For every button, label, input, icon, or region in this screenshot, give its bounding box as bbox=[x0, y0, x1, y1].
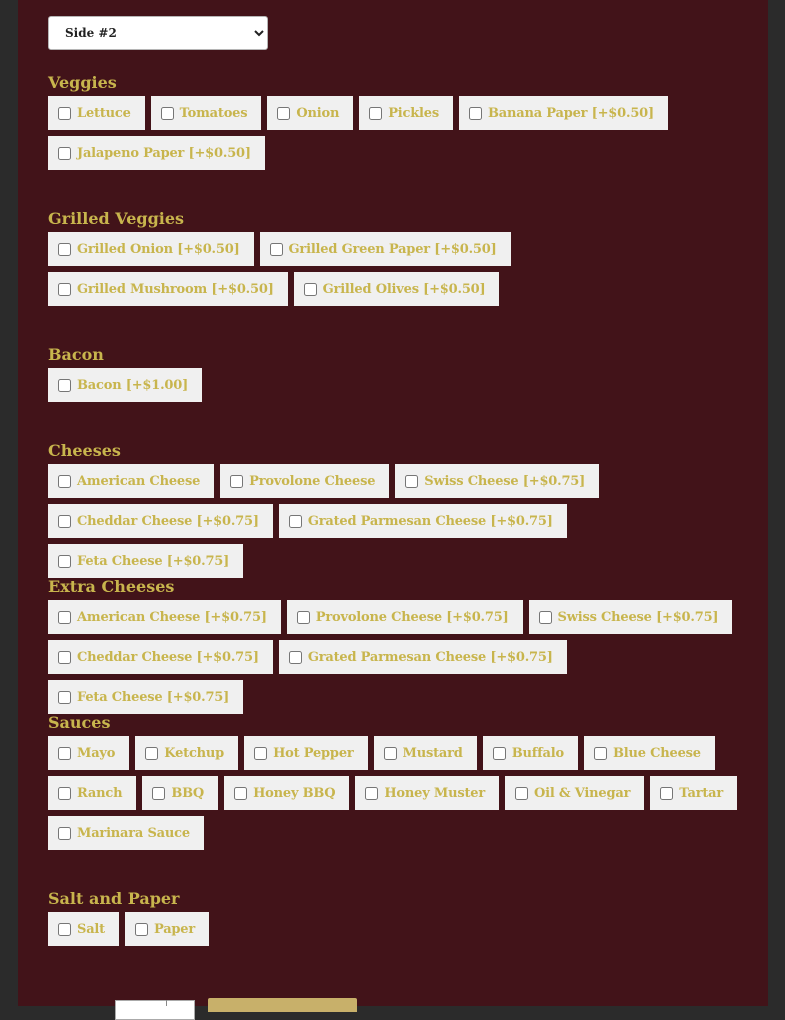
option-hot-pepper[interactable] bbox=[244, 736, 367, 770]
option-checkbox[interactable] bbox=[230, 475, 243, 488]
option-label: Feta Cheese [+$0.75] bbox=[77, 689, 230, 705]
option-label: Swiss Cheese [+$0.75] bbox=[424, 473, 586, 489]
option-buffalo[interactable] bbox=[483, 736, 578, 770]
option-list bbox=[48, 736, 748, 850]
section-title: Cheeses bbox=[48, 441, 121, 460]
section-title: Extra Cheeses bbox=[48, 577, 175, 596]
option-label: Cheddar Cheese [+$0.75] bbox=[77, 649, 259, 665]
option-list bbox=[48, 232, 748, 306]
option-list bbox=[48, 464, 748, 578]
option-checkbox[interactable] bbox=[58, 515, 71, 528]
option-checkbox[interactable] bbox=[365, 787, 378, 800]
option-checkbox[interactable] bbox=[58, 107, 71, 120]
option-feta-cheese-0-75[interactable] bbox=[48, 544, 243, 578]
option-label: Provolone Cheese bbox=[249, 473, 376, 489]
option-checkbox[interactable] bbox=[58, 243, 71, 256]
option-checkbox[interactable] bbox=[277, 107, 290, 120]
option-mayo[interactable] bbox=[48, 736, 129, 770]
option-honey-muster[interactable] bbox=[355, 776, 499, 810]
option-label: Grilled Mushroom [+$0.50] bbox=[77, 281, 274, 297]
option-provolone-cheese-0-75[interactable] bbox=[287, 600, 523, 634]
option-label: BBQ bbox=[171, 785, 205, 801]
option-checkbox[interactable] bbox=[254, 747, 267, 760]
option-label: Onion bbox=[296, 105, 340, 121]
option-mustard[interactable] bbox=[374, 736, 477, 770]
option-checkbox[interactable] bbox=[135, 923, 148, 936]
option-label: Mayo bbox=[77, 745, 116, 761]
option-onion[interactable] bbox=[267, 96, 353, 130]
section-title: Salt and Paper bbox=[48, 889, 180, 908]
option-american-cheese-0-75[interactable] bbox=[48, 600, 281, 634]
option-checkbox[interactable] bbox=[405, 475, 418, 488]
option-checkbox[interactable] bbox=[297, 611, 310, 624]
option-label: Jalapeno Paper [+$0.50] bbox=[77, 145, 251, 161]
option-label: American Cheese [+$0.75] bbox=[77, 609, 267, 625]
option-list bbox=[48, 912, 748, 946]
section-title: Grilled Veggies bbox=[48, 209, 185, 228]
option-salt[interactable] bbox=[48, 912, 119, 946]
option-label: Pickles bbox=[388, 105, 439, 121]
option-feta-cheese-0-75[interactable] bbox=[48, 680, 243, 714]
option-checkbox[interactable] bbox=[58, 475, 71, 488]
option-list bbox=[48, 368, 748, 402]
option-honey-bbq[interactable] bbox=[224, 776, 349, 810]
option-label: Grilled Olives [+$0.50] bbox=[322, 281, 486, 297]
option-checkbox[interactable] bbox=[369, 107, 382, 120]
option-label: Grated Parmesan Cheese [+$0.75] bbox=[307, 513, 553, 529]
option-grilled-mushroom-0-50[interactable] bbox=[48, 272, 288, 306]
option-bbq[interactable] bbox=[142, 776, 218, 810]
option-label: Banana Paper [+$0.50] bbox=[487, 105, 654, 121]
option-checkbox[interactable] bbox=[58, 747, 71, 760]
option-checkbox[interactable] bbox=[304, 283, 317, 296]
option-label: Grilled Onion [+$0.50] bbox=[77, 241, 240, 257]
option-checkbox[interactable] bbox=[539, 611, 552, 624]
option-label: Mustard bbox=[402, 745, 463, 761]
option-label: Cheddar Cheese [+$0.75] bbox=[77, 513, 259, 529]
option-cheddar-cheese-0-75[interactable] bbox=[48, 504, 273, 538]
option-list bbox=[48, 96, 748, 170]
option-label: Honey BBQ bbox=[253, 785, 336, 801]
option-label: Blue Cheese bbox=[612, 745, 701, 761]
option-checkbox[interactable] bbox=[58, 651, 71, 664]
option-banana-paper-0-50[interactable] bbox=[459, 96, 668, 130]
quantity-input[interactable] bbox=[115, 1000, 195, 1020]
option-label: Buffalo bbox=[511, 745, 564, 761]
option-grilled-olives-0-50[interactable] bbox=[294, 272, 500, 306]
option-checkbox[interactable] bbox=[58, 611, 71, 624]
option-checkbox[interactable] bbox=[493, 747, 506, 760]
option-label: Paper bbox=[153, 921, 196, 937]
option-american-cheese[interactable] bbox=[48, 464, 214, 498]
option-label: American Cheese bbox=[77, 473, 201, 489]
option-marinara-sauce[interactable] bbox=[48, 816, 204, 850]
option-oil-vinegar[interactable] bbox=[505, 776, 644, 810]
option-checkbox[interactable] bbox=[234, 787, 247, 800]
option-checkbox[interactable] bbox=[58, 827, 71, 840]
option-label: Ketchup bbox=[164, 745, 225, 761]
option-tomatoes[interactable] bbox=[151, 96, 262, 130]
option-label: Hot Pepper bbox=[273, 745, 354, 761]
option-blue-cheese[interactable] bbox=[584, 736, 715, 770]
option-checkbox[interactable] bbox=[58, 283, 71, 296]
option-checkbox[interactable] bbox=[660, 787, 673, 800]
option-list bbox=[48, 600, 748, 714]
option-label: Provolone Cheese [+$0.75] bbox=[315, 609, 509, 625]
option-label: Swiss Cheese [+$0.75] bbox=[557, 609, 719, 625]
section-title: Veggies bbox=[48, 73, 117, 92]
option-checkbox[interactable] bbox=[58, 923, 71, 936]
option-label: Grilled Green Paper [+$0.50] bbox=[288, 241, 497, 257]
option-checkbox[interactable] bbox=[58, 147, 71, 160]
option-label: Oil & Vinegar bbox=[533, 785, 631, 801]
option-checkbox[interactable] bbox=[289, 651, 302, 664]
option-checkbox[interactable] bbox=[58, 691, 71, 704]
option-label: Grated Parmesan Cheese [+$0.75] bbox=[307, 649, 553, 665]
option-bacon-1-00[interactable] bbox=[48, 368, 202, 402]
option-label: Bacon [+$1.00] bbox=[77, 377, 189, 393]
option-checkbox[interactable] bbox=[469, 107, 482, 120]
option-checkbox[interactable] bbox=[594, 747, 607, 760]
option-label: Tartar bbox=[679, 785, 724, 801]
option-jalapeno-paper-0-50[interactable] bbox=[48, 136, 265, 170]
option-label: Honey Muster bbox=[384, 785, 485, 801]
option-checkbox[interactable] bbox=[384, 747, 397, 760]
section-title: Sauces bbox=[48, 713, 111, 732]
option-grilled-onion-0-50[interactable] bbox=[48, 232, 254, 266]
option-checkbox[interactable] bbox=[289, 515, 302, 528]
option-paper[interactable] bbox=[125, 912, 209, 946]
option-checkbox[interactable] bbox=[145, 747, 158, 760]
option-swiss-cheese-0-75[interactable] bbox=[395, 464, 599, 498]
option-label: Tomatoes bbox=[179, 105, 248, 121]
option-label: Feta Cheese [+$0.75] bbox=[77, 553, 230, 569]
quantity-divider bbox=[166, 1000, 167, 1006]
option-lettuce[interactable] bbox=[48, 96, 145, 130]
option-checkbox[interactable] bbox=[515, 787, 528, 800]
option-checkbox[interactable] bbox=[161, 107, 174, 120]
option-provolone-cheese[interactable] bbox=[220, 464, 389, 498]
option-checkbox[interactable] bbox=[58, 555, 71, 568]
option-checkbox[interactable] bbox=[270, 243, 283, 256]
option-checkbox[interactable] bbox=[58, 379, 71, 392]
option-label: Marinara Sauce bbox=[77, 825, 190, 841]
option-label: Lettuce bbox=[77, 105, 131, 121]
option-label: Ranch bbox=[77, 785, 123, 801]
option-grated-parmesan-cheese-0-75[interactable] bbox=[279, 504, 567, 538]
option-ranch[interactable] bbox=[48, 776, 136, 810]
option-cheddar-cheese-0-75[interactable] bbox=[48, 640, 273, 674]
section-title: Bacon bbox=[48, 345, 104, 364]
add-to-cart-button[interactable] bbox=[208, 998, 357, 1012]
side-select[interactable] bbox=[48, 16, 268, 50]
option-ketchup[interactable] bbox=[135, 736, 238, 770]
option-pickles[interactable] bbox=[359, 96, 453, 130]
option-checkbox[interactable] bbox=[152, 787, 165, 800]
option-label: Salt bbox=[77, 921, 105, 937]
option-checkbox[interactable] bbox=[58, 787, 71, 800]
option-swiss-cheese-0-75[interactable] bbox=[529, 600, 733, 634]
option-tartar[interactable] bbox=[650, 776, 737, 810]
option-grated-parmesan-cheese-0-75[interactable] bbox=[279, 640, 567, 674]
option-grilled-green-paper-0-50[interactable] bbox=[260, 232, 511, 266]
